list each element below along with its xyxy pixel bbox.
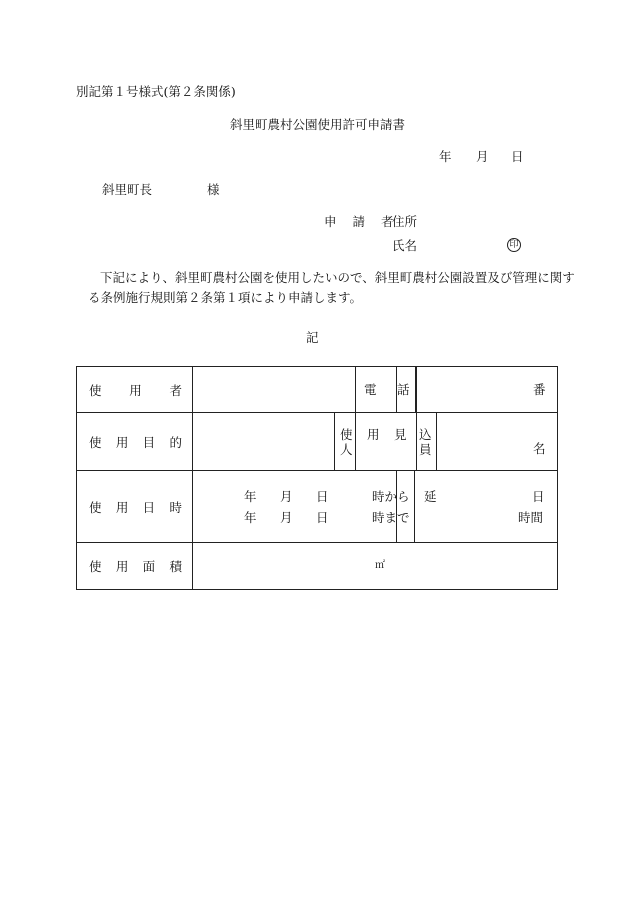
application-table	[76, 366, 558, 590]
end-time: 時まで	[372, 510, 410, 525]
user-label-cell	[77, 367, 193, 413]
address-label: 住所	[392, 214, 418, 229]
name-label: 氏名	[392, 238, 418, 253]
area-label: 使 用 面 積	[89, 559, 182, 574]
end-month: 月	[280, 510, 293, 525]
start-day: 日	[316, 489, 329, 504]
user-label: 使 用 者	[89, 382, 182, 398]
expected-label-c2: 用	[367, 427, 380, 442]
total-hours: 時間	[518, 510, 544, 525]
total-label: 延	[424, 489, 437, 504]
purpose-label: 使 用 目 的	[89, 434, 182, 450]
expected-label-c1: 使	[340, 427, 353, 442]
expected-label-cell	[356, 413, 417, 471]
expected-label-c4: 込	[419, 427, 432, 442]
datetime-label: 使 用 日 時	[89, 499, 182, 515]
tel-label-2: 話	[397, 382, 410, 397]
row-datetime	[77, 471, 558, 543]
seal-mark: 印	[507, 238, 521, 252]
date-day: 日	[511, 149, 524, 164]
purpose-input[interactable]	[193, 413, 356, 471]
row-area	[77, 543, 558, 590]
form-number: 別記第１号様式(第２条関係)	[76, 84, 236, 99]
row-user	[77, 367, 558, 413]
start-year: 年	[244, 489, 257, 504]
end-year: 年	[244, 510, 257, 525]
total-day: 日	[532, 489, 545, 504]
document-title: 斜里町農村公園使用許可申請書	[230, 117, 406, 132]
expected-label-c5: 人	[340, 442, 353, 457]
addressee-honorific: 様	[207, 182, 220, 197]
applicant-label: 申 請 者	[324, 214, 400, 229]
date-year: 年	[439, 149, 452, 164]
datetime-label-cell	[77, 471, 193, 543]
ban-suffix: 番	[533, 382, 546, 397]
tel-label-1: 電	[364, 382, 377, 397]
start-month: 月	[280, 489, 293, 504]
body-line-1: 下記により、斜里町農村公園を使用したいので、斜里町農村公園設置及び管理に関す	[100, 270, 575, 285]
body-line-2: る条例施行規則第２条第１項により申請します。	[88, 290, 363, 305]
date-month: 月	[476, 149, 489, 164]
total-cell[interactable]	[397, 471, 558, 543]
area-unit: ㎡	[375, 560, 385, 571]
area-label-cell	[77, 543, 193, 590]
mei-suffix: 名	[533, 441, 546, 456]
addressee-name: 斜里町長	[102, 182, 153, 197]
row-purpose	[77, 413, 558, 471]
expected-label-c3: 見	[394, 427, 407, 442]
start-time: 時から	[372, 489, 410, 504]
datetime-range-cell[interactable]	[193, 471, 397, 543]
ki-heading: 記	[306, 330, 319, 345]
expected-label-c6: 員	[419, 442, 432, 457]
end-day: 日	[316, 510, 329, 525]
purpose-label-cell	[77, 413, 193, 471]
